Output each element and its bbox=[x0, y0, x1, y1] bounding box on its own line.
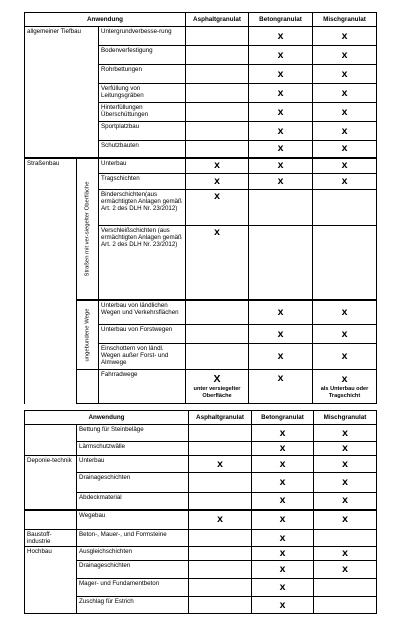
header-anwendung: Anwendung bbox=[25, 411, 189, 425]
table-row bbox=[25, 300, 377, 325]
row-label: Verschleißschichten (aus ermächtigten Anlagen gemäß Art. 2 des DLH Nr. 23/2012) bbox=[99, 226, 186, 300]
row-label: Ausgleichschichten bbox=[77, 547, 189, 561]
table-row bbox=[25, 530, 377, 547]
category-hochbau: Hochbau bbox=[25, 547, 77, 614]
asphalt-mark: x bbox=[186, 226, 249, 300]
beton-mark: x bbox=[252, 510, 314, 530]
table-header-row bbox=[25, 13, 377, 27]
header-asphaltgranulat: Asphaltgranulat bbox=[186, 13, 249, 27]
misch-mark bbox=[314, 579, 377, 597]
beton-mark: x bbox=[249, 65, 313, 84]
misch-mark bbox=[313, 226, 377, 300]
beton-mark: x bbox=[252, 579, 314, 597]
row-label: Verfüllung von Leitungsgräben bbox=[99, 84, 186, 103]
header-anwendung: Anwendung bbox=[25, 13, 186, 27]
row-label: Schutzbauten bbox=[99, 141, 186, 158]
category-empty bbox=[25, 510, 77, 530]
row-label: Untergrundverbesse-rung bbox=[99, 27, 186, 46]
beton-mark: x bbox=[249, 103, 313, 122]
table-row bbox=[25, 493, 377, 510]
asphalt-mark-x: X bbox=[213, 373, 221, 385]
asphalt-mark bbox=[186, 122, 249, 141]
misch-mark: x bbox=[313, 122, 377, 141]
category-empty bbox=[25, 425, 77, 456]
row-label: Drainageschichten bbox=[77, 561, 189, 579]
misch-mark bbox=[313, 370, 377, 404]
misch-mark: x bbox=[313, 158, 377, 174]
header-mischgranulat: Mischgranulat bbox=[313, 13, 377, 27]
row-label: Hinterfüllungen Überschüttungen bbox=[99, 103, 186, 122]
row-label: Einschottern von ländl. Wegen außer Forst- und Almwege bbox=[99, 344, 186, 370]
misch-mark: x bbox=[314, 561, 377, 579]
row-label: Rohrbettungen bbox=[99, 65, 186, 84]
asphalt-mark bbox=[186, 344, 249, 370]
row-label: Beton-, Mauer-, und Formsteine bbox=[77, 530, 189, 547]
misch-note: als Unterbau oder Tragschicht bbox=[320, 386, 369, 399]
misch-mark: x bbox=[313, 103, 377, 122]
beton-mark: x bbox=[249, 46, 313, 65]
beton-mark bbox=[249, 226, 313, 300]
row-label: Tragschichten bbox=[99, 174, 186, 190]
beton-mark: x bbox=[249, 370, 313, 404]
asphalt-mark bbox=[189, 442, 252, 456]
row-label: Drainageschichten bbox=[77, 473, 189, 493]
header-asphaltgranulat: Asphaltgranulat bbox=[189, 411, 252, 425]
row-label: Mager- und Fundamentbeton bbox=[77, 579, 189, 597]
misch-mark: x bbox=[313, 325, 377, 344]
asphalt-mark: x bbox=[186, 190, 249, 226]
category-deponietechnik: Deponie-technik bbox=[25, 456, 77, 510]
beton-mark: x bbox=[249, 27, 313, 46]
asphalt-mark bbox=[186, 370, 249, 404]
category-strassenbau: Straßenbau bbox=[25, 158, 77, 404]
beton-mark: x bbox=[249, 174, 313, 190]
beton-mark: x bbox=[249, 344, 313, 370]
row-label: Unterbau bbox=[77, 456, 189, 473]
misch-mark: x bbox=[313, 300, 377, 325]
misch-mark bbox=[314, 597, 377, 614]
asphalt-mark bbox=[186, 84, 249, 103]
subcategory-ungebunden-label: ungebundene Wege bbox=[84, 308, 90, 362]
application-table-2 bbox=[24, 410, 377, 614]
beton-mark: x bbox=[249, 141, 313, 158]
misch-mark: x bbox=[313, 46, 377, 65]
misch-mark: x bbox=[313, 141, 377, 158]
row-label: Zuschlag für Estrich bbox=[77, 597, 189, 614]
table-row bbox=[25, 473, 377, 493]
asphalt-mark: x bbox=[189, 510, 252, 530]
header-betongranulat: Betongranulat bbox=[249, 13, 313, 27]
table-row bbox=[25, 370, 377, 404]
beton-mark: x bbox=[252, 456, 314, 473]
asphalt-mark: x bbox=[189, 456, 252, 473]
table-row bbox=[25, 547, 377, 561]
asphalt-mark bbox=[186, 103, 249, 122]
table-row bbox=[25, 158, 377, 174]
beton-mark: x bbox=[252, 442, 314, 456]
misch-mark: x bbox=[314, 510, 377, 530]
table-header-row bbox=[25, 411, 377, 425]
subcategory-ungebunden bbox=[77, 300, 99, 370]
header-betongranulat: Betongranulat bbox=[252, 411, 314, 425]
beton-mark: x bbox=[249, 158, 313, 174]
asphalt-mark bbox=[186, 46, 249, 65]
asphalt-mark bbox=[189, 493, 252, 510]
beton-mark: x bbox=[252, 530, 314, 547]
category-tiefbau: allgemeiner Tiefbau bbox=[25, 27, 99, 158]
beton-mark: x bbox=[249, 325, 313, 344]
row-label: Unterbau von ländlichen Wegen und Verkehrsflächen bbox=[99, 300, 186, 325]
beton-mark: x bbox=[252, 597, 314, 614]
row-label: Unterbau bbox=[99, 158, 186, 174]
asphalt-mark bbox=[186, 300, 249, 325]
asphalt-mark: x bbox=[186, 174, 249, 190]
misch-mark: x bbox=[314, 493, 377, 510]
application-table-1 bbox=[24, 12, 377, 404]
misch-mark: x bbox=[314, 456, 377, 473]
table-row bbox=[25, 27, 377, 46]
subcategory-versiegelt-label: Straßen mit ver-siegelter Oberfläche bbox=[84, 181, 90, 276]
asphalt-mark bbox=[189, 473, 252, 493]
misch-mark: x bbox=[313, 174, 377, 190]
table-row bbox=[25, 425, 377, 442]
asphalt-mark bbox=[186, 65, 249, 84]
row-label: Sportplatzbau bbox=[99, 122, 186, 141]
misch-mark: x bbox=[314, 425, 377, 442]
beton-mark: x bbox=[252, 493, 314, 510]
table-row bbox=[25, 597, 377, 614]
table-row bbox=[25, 579, 377, 597]
beton-mark: x bbox=[249, 122, 313, 141]
category-baustoffindustrie: Baustoff-industrie bbox=[25, 530, 77, 547]
beton-mark: x bbox=[252, 547, 314, 561]
row-label: Fahrradwege bbox=[99, 370, 186, 404]
subcategory-empty bbox=[77, 370, 99, 404]
misch-mark: x bbox=[314, 442, 377, 456]
row-label: Bettung für Steinbeläge bbox=[77, 425, 189, 442]
asphalt-mark bbox=[189, 530, 252, 547]
subcategory-versiegelt bbox=[77, 158, 99, 300]
misch-mark: x bbox=[313, 84, 377, 103]
beton-mark: x bbox=[252, 473, 314, 493]
misch-mark bbox=[313, 190, 377, 226]
asphalt-mark bbox=[186, 141, 249, 158]
asphalt-mark bbox=[189, 579, 252, 597]
beton-mark: x bbox=[252, 561, 314, 579]
asphalt-mark bbox=[189, 561, 252, 579]
table-row bbox=[25, 456, 377, 473]
misch-mark: x bbox=[313, 27, 377, 46]
misch-mark-x: x bbox=[341, 373, 348, 385]
beton-mark bbox=[249, 190, 313, 226]
row-label: Bodenverfestigung bbox=[99, 46, 186, 65]
table-row bbox=[25, 510, 377, 530]
misch-mark: x bbox=[313, 65, 377, 84]
row-label: Wegebau bbox=[77, 510, 189, 530]
header-mischgranulat: Mischgranulat bbox=[314, 411, 377, 425]
table-row bbox=[25, 561, 377, 579]
misch-mark bbox=[314, 530, 377, 547]
misch-mark: x bbox=[314, 473, 377, 493]
asphalt-mark bbox=[189, 597, 252, 614]
asphalt-mark: x bbox=[186, 158, 249, 174]
row-label: Binderschichten(aus ermächtigten Anlagen gemäß Art. 2 des DLH Nr. 23/2012) bbox=[99, 190, 186, 226]
asphalt-mark bbox=[189, 425, 252, 442]
beton-mark: x bbox=[249, 300, 313, 325]
misch-mark: x bbox=[313, 344, 377, 370]
row-label: Lärmschutzwälle bbox=[77, 442, 189, 456]
asphalt-mark bbox=[186, 27, 249, 46]
asphalt-note: unter versiegelter Oberfläche bbox=[193, 386, 241, 399]
table-row bbox=[25, 442, 377, 456]
row-label: Abdeckmaterial bbox=[77, 493, 189, 510]
asphalt-mark bbox=[186, 325, 249, 344]
beton-mark: x bbox=[252, 425, 314, 442]
row-label: Unterbau von Forstwegen bbox=[99, 325, 186, 344]
asphalt-mark bbox=[189, 547, 252, 561]
misch-mark: x bbox=[314, 547, 377, 561]
beton-mark: x bbox=[249, 84, 313, 103]
